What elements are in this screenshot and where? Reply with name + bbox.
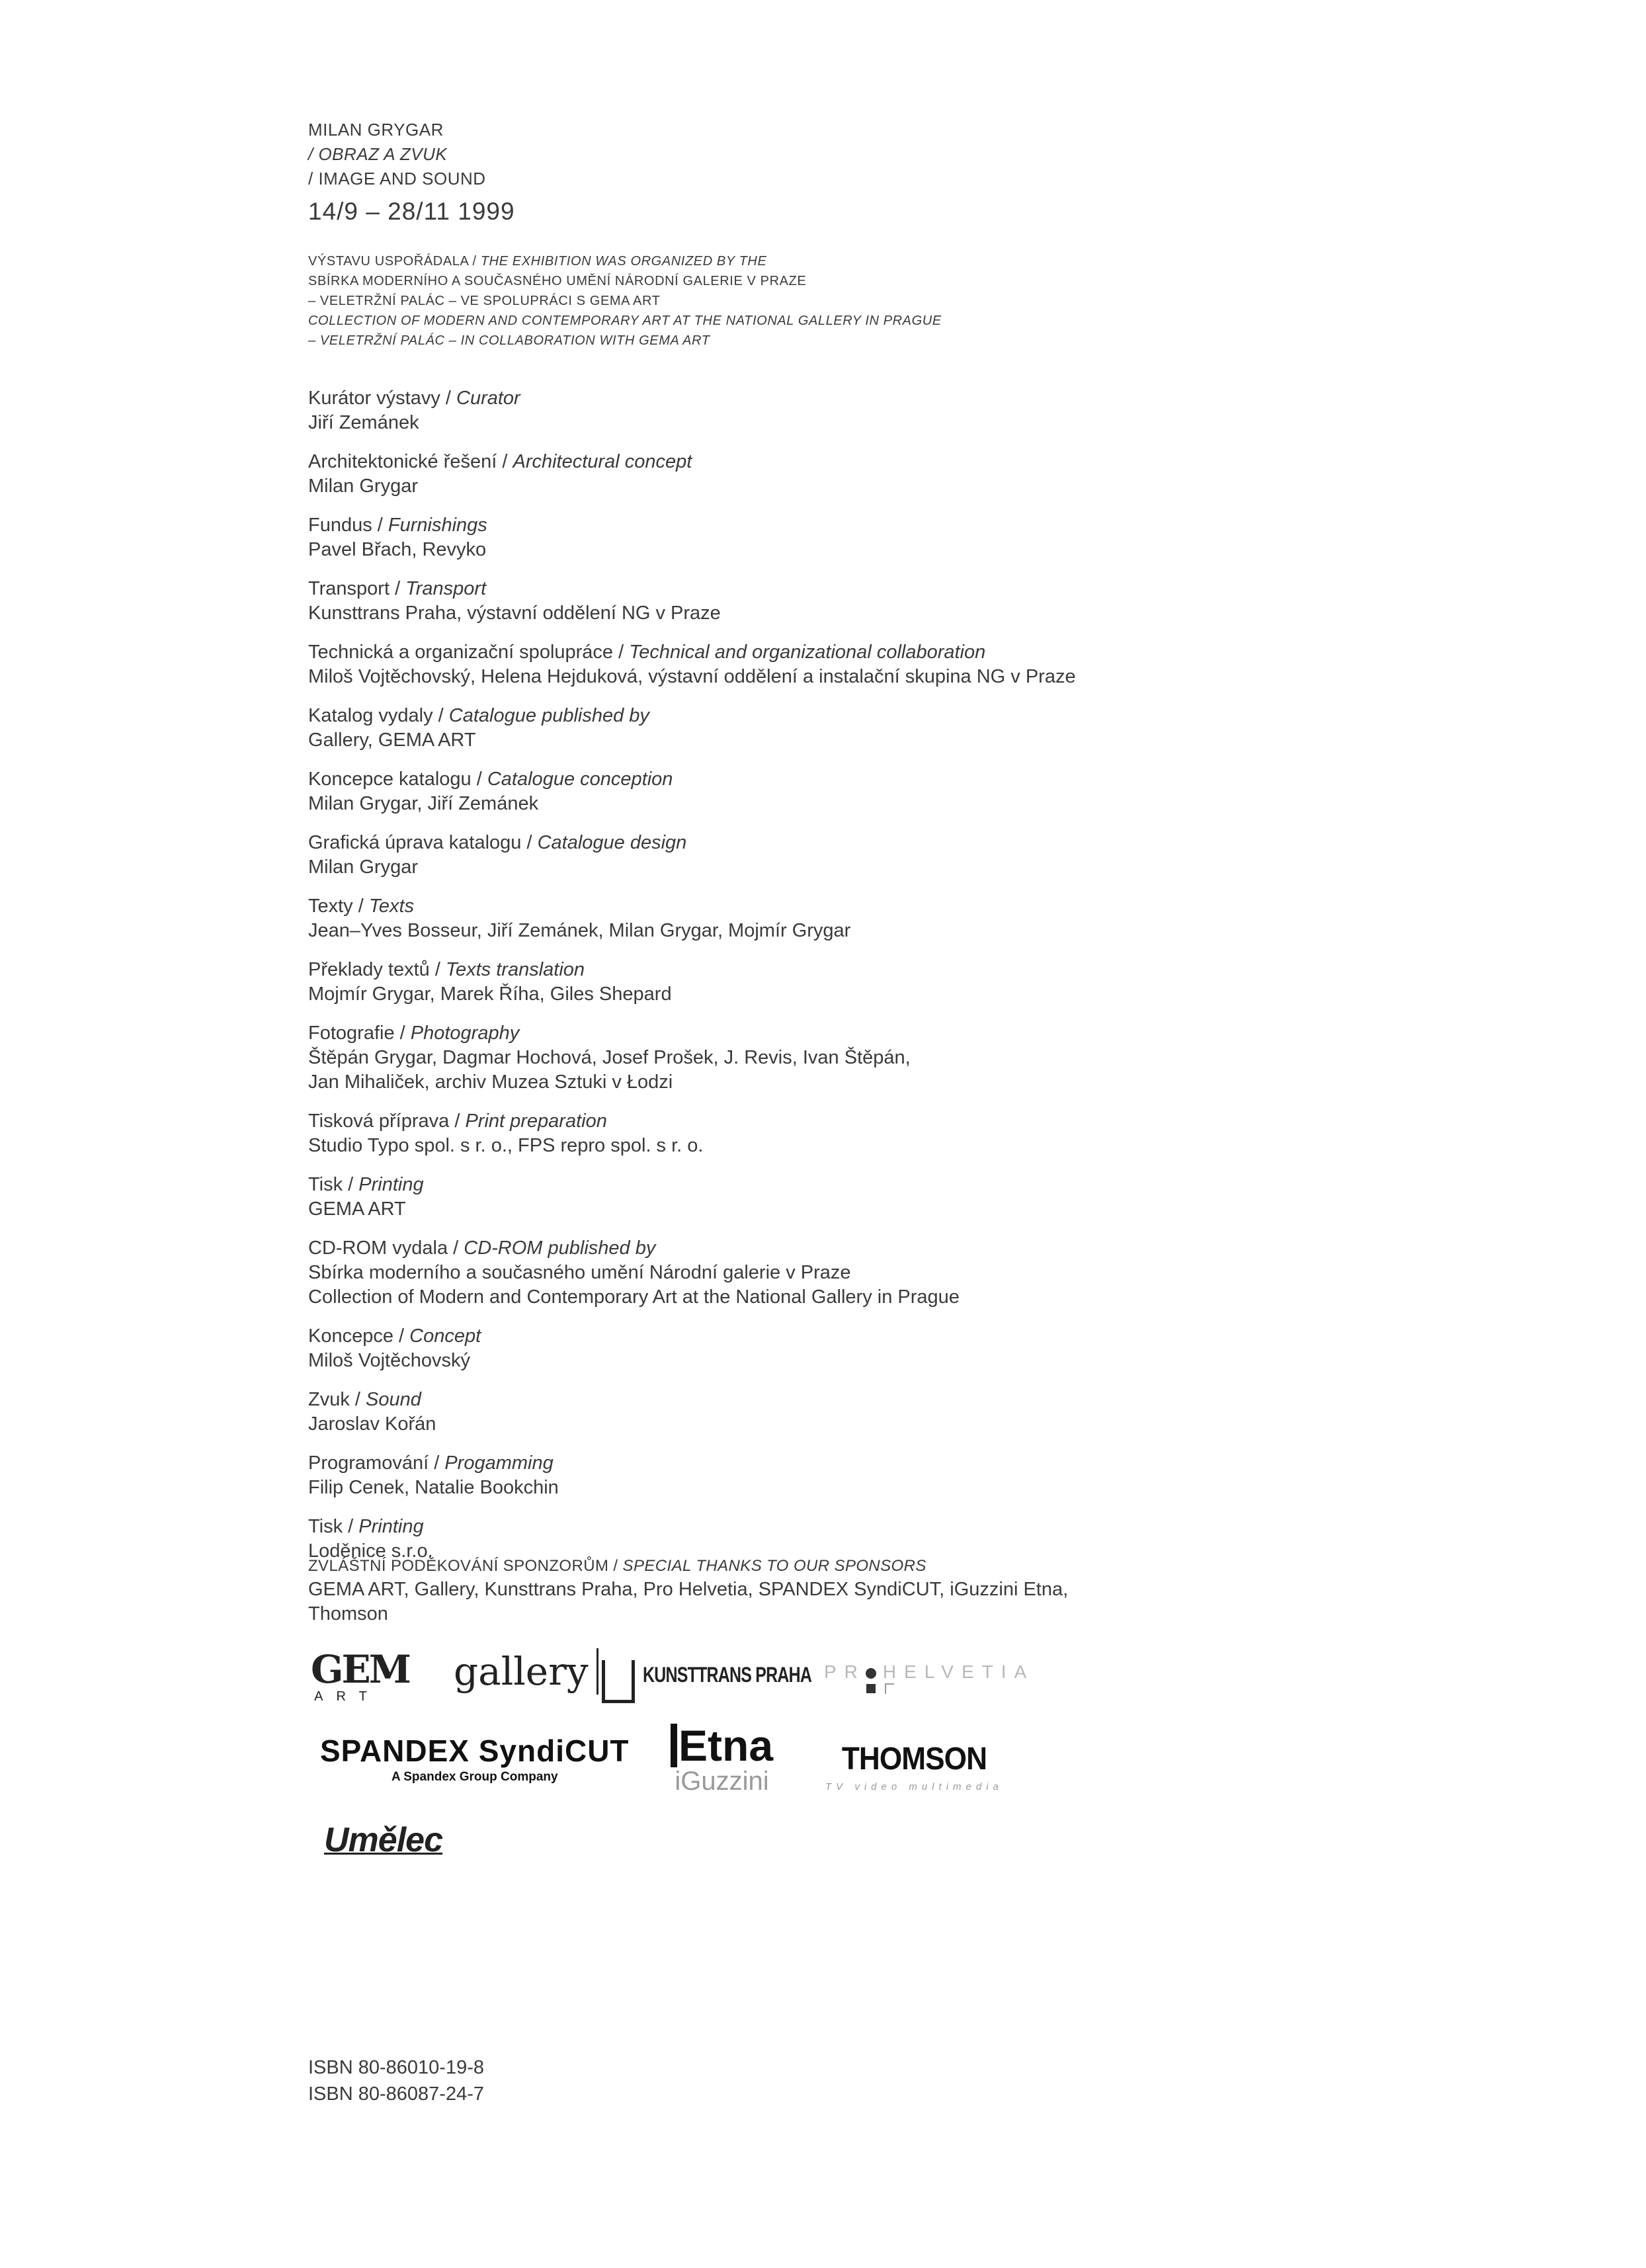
- credit-role-cz: Katalog vydaly /: [308, 705, 449, 726]
- credit-value: Milan Grygar, Jiří Zemánek: [308, 793, 539, 814]
- helvetia-pro-text: PR: [824, 1661, 866, 1682]
- credit-role-cz: Grafická úprava katalogu /: [308, 832, 538, 853]
- etna-e-mark: E: [671, 1724, 708, 1767]
- credit-entry: [308, 1173, 1565, 1222]
- credit-role-en: Catalogue design: [537, 832, 687, 853]
- exhibition-dates: 14/9 – 28/11 1999: [308, 198, 515, 225]
- spandex-logo-sub: A Spandex Group Company: [391, 1770, 558, 1784]
- etna-iguzzini-logo: [671, 1721, 774, 1796]
- colophon-header: [308, 118, 1565, 227]
- credit-role-cz: Fotografie /: [308, 1023, 411, 1044]
- pro-helvetia-logo: [824, 1661, 1034, 1695]
- gema-logo-sub: ART: [314, 1689, 380, 1704]
- credit-role: [308, 1451, 1565, 1476]
- credit-entry: [308, 1388, 1565, 1437]
- credit-role: [308, 450, 1565, 474]
- credit-role-cz: Technická a organizační spolupráce /: [308, 642, 630, 663]
- credit-role-cz: Koncepce /: [308, 1325, 410, 1347]
- credit-role-en: Curator: [456, 388, 520, 409]
- kunsttrans-logo-text: KUNSTTRANS PRAHA: [643, 1663, 812, 1687]
- credit-role-cz: Zvuk /: [308, 1389, 366, 1410]
- credit-role: [308, 1021, 1565, 1046]
- thomson-logo-sub: TV video multimedia: [825, 1781, 1003, 1792]
- credit-role-cz: Kurátor výstavy /: [308, 388, 457, 409]
- credit-role: [308, 1324, 1565, 1349]
- sponsor-list-line-2: Thomson: [308, 1603, 388, 1624]
- organizer-line-4: COLLECTION OF MODERN AND CONTEMPORARY ART AT THE NATIONAL GALLERY IN PRAGUE: [308, 314, 942, 328]
- iguzzini-logo-text: iGuzzini: [675, 1767, 769, 1796]
- credit-role-en: Printing: [358, 1516, 424, 1537]
- credit-role-en: Texts: [368, 896, 415, 917]
- credit-entry: [308, 1109, 1565, 1158]
- credit-value: Pavel Břach, Revyko: [308, 539, 487, 560]
- credit-role: [308, 1109, 1565, 1134]
- credit-role: [308, 577, 1565, 601]
- credit-role: [308, 640, 1565, 665]
- credit-value: Collection of Modern and Contemporary Art at the National Gallery in Prague: [308, 1286, 960, 1308]
- credit-role-en: Progamming: [444, 1452, 554, 1474]
- credit-role: [308, 958, 1565, 982]
- credit-role-en: Concept: [409, 1325, 481, 1347]
- credit-role-en: Technical and organizational collaboration: [629, 642, 986, 663]
- credit-role-cz: Překlady textů /: [308, 959, 446, 980]
- credit-role-cz: Tisková příprava /: [308, 1111, 466, 1132]
- credit-role: [308, 1173, 1565, 1197]
- credit-entry: [308, 958, 1565, 1007]
- organizer-line-3: – VELETRŽNÍ PALÁC – VE SPOLUPRÁCI S GEMA ART: [308, 294, 661, 308]
- credit-role-en: Printing: [358, 1174, 424, 1195]
- credit-role: [308, 894, 1565, 919]
- credit-entry: [308, 1236, 1565, 1310]
- spandex-syndicut-logo: [320, 1733, 630, 1785]
- credit-value: Filip Cenek, Natalie Bookchin: [308, 1477, 559, 1498]
- credit-entry: [308, 767, 1565, 816]
- credit-entry: [308, 577, 1565, 626]
- credit-role-en: Print preparation: [465, 1111, 607, 1132]
- credit-entry: [308, 640, 1565, 689]
- credit-value: Miloš Vojtěchovský: [308, 1350, 470, 1371]
- credit-role-cz: Transport /: [308, 578, 406, 599]
- credit-value: Jean–Yves Bosseur, Jiří Zemánek, Milan Grygar, Mojmír Grygar: [308, 920, 851, 941]
- credit-entry: [308, 513, 1565, 562]
- thomson-logo-text: THOMSON: [841, 1742, 987, 1777]
- credit-role-cz: Programování /: [308, 1452, 445, 1474]
- credit-role-cz: Texty /: [308, 896, 369, 917]
- gallery-logo: gallery: [454, 1648, 598, 1695]
- sponsor-list-line-1: GEMA ART, Gallery, Kunsttrans Praha, Pro Helvetia, SPANDEX SyndiCUT, iGuzzini Etna,: [308, 1579, 1069, 1600]
- helvetia-dot-icon: [866, 1668, 876, 1679]
- kunsttrans-mark-icon: [602, 1660, 635, 1703]
- organizer-line-1-cz: VÝSTAVU USPOŘÁDALA /: [308, 254, 477, 269]
- credit-role-en: Transport: [405, 578, 487, 599]
- credit-role: [308, 704, 1565, 728]
- organizer-line-1-en: THE EXHIBITION WAS ORGANIZED BY THE: [480, 254, 767, 269]
- credit-role: [308, 1236, 1565, 1261]
- credit-role-cz: Koncepce katalogu /: [308, 769, 487, 790]
- organizer-line-5: – VELETRŽNÍ PALÁC – IN COLLABORATION WITH GEMA ART: [308, 333, 710, 348]
- credit-entry: [308, 386, 1565, 435]
- organizer-block: [308, 251, 1565, 351]
- credit-role: [308, 1388, 1565, 1412]
- credit-value: Mojmír Grygar, Marek Říha, Giles Shepard: [308, 984, 672, 1005]
- credit-entry: [308, 450, 1565, 499]
- credit-value: Sbírka moderního a současného umění Národní galerie v Praze: [308, 1262, 851, 1283]
- credit-value: Jiří Zemánek: [308, 412, 419, 433]
- credit-value: Studio Typo spol. s r. o., FPS repro spol. s r. o.: [308, 1135, 704, 1156]
- organizer-line-2: SBÍRKA MODERNÍHO A SOUČASNÉHO UMĚNÍ NÁRODNÍ GALERIE V PRAZE: [308, 274, 807, 288]
- gema-logo-word: GEM: [311, 1647, 409, 1692]
- credit-value: Milan Grygar: [308, 857, 418, 878]
- credit-role-en: Texts translation: [445, 959, 585, 980]
- credit-role-cz: Tisk /: [308, 1174, 359, 1195]
- isbn-1: ISBN 80-86010-19-8: [308, 2057, 484, 2078]
- credit-value: Milan Grygar: [308, 476, 418, 497]
- credit-role-en: Catalogue conception: [487, 769, 673, 790]
- author-name: MILAN GRYGAR: [308, 120, 444, 140]
- isbn-block: [308, 2054, 1565, 2107]
- credit-role-cz: Architektonické řešení /: [308, 451, 513, 472]
- spandex-logo-text: SPANDEX SyndiCUT: [320, 1734, 630, 1768]
- etna-logo-text: tna: [708, 1721, 774, 1770]
- sponsor-thanks-heading: [308, 1555, 1565, 1577]
- credit-value: Štěpán Grygar, Dagmar Hochová, Josef Prošek, J. Revis, Ivan Štěpán,: [308, 1047, 911, 1068]
- thomson-logo: [825, 1741, 1003, 1792]
- helvetia-square-icon: [866, 1684, 876, 1693]
- credit-value: Jaroslav Kořán: [308, 1413, 436, 1435]
- credit-role: [308, 513, 1565, 538]
- credit-entry: [308, 704, 1565, 753]
- helvetia-name-text: HELVETIA: [882, 1661, 1035, 1682]
- sponsor-heading-cz: ZVLÁŠTNÍ PODĚKOVÁNÍ SPONZORŮM /: [308, 1557, 623, 1575]
- credit-role-en: Catalogue published by: [448, 705, 649, 726]
- credit-role-cz: Fundus /: [308, 515, 388, 536]
- title-cz: / OBRAZ A ZVUK: [308, 144, 448, 164]
- helvetia-corner-icon: [885, 1683, 894, 1694]
- credit-role-cz: CD-ROM vydala /: [308, 1238, 464, 1259]
- credit-entry: [308, 894, 1565, 943]
- credit-role: [308, 831, 1565, 855]
- credit-entry: [308, 1021, 1565, 1095]
- isbn-2: ISBN 80-86087-24-7: [308, 2083, 484, 2105]
- gema-art-logo: [311, 1647, 409, 1709]
- umelec-logo: Umělec: [324, 1821, 442, 1859]
- credit-role-en: Sound: [366, 1389, 421, 1410]
- credit-value: Kunsttrans Praha, výstavní oddělení NG v Praze: [308, 603, 721, 624]
- title-en: / IMAGE AND SOUND: [308, 169, 486, 189]
- credit-entry: [308, 1451, 1565, 1500]
- credit-role-en: CD-ROM published by: [464, 1238, 656, 1259]
- credit-entry: [308, 1324, 1565, 1373]
- credit-value: Gallery, GEMA ART: [308, 730, 476, 751]
- credit-role-en: Furnishings: [388, 515, 487, 536]
- credit-role: [308, 1515, 1565, 1539]
- credit-value: GEMA ART: [308, 1198, 406, 1220]
- sponsor-heading-en: SPECIAL THANKS TO OUR SPONSORS: [622, 1557, 926, 1575]
- organizer-line-1: [308, 251, 1565, 271]
- credit-value: Jan Mihaliček, archiv Muzea Sztuki v Łodzi: [308, 1071, 673, 1093]
- credit-role: [308, 386, 1565, 411]
- credit-role-en: Architectural concept: [513, 451, 692, 472]
- credit-role-cz: Tisk /: [308, 1516, 359, 1537]
- credit-entry: [308, 831, 1565, 880]
- credit-value: Loděnice s.r.o.: [308, 1540, 433, 1562]
- credit-value: Miloš Vojtěchovský, Helena Hejduková, výstavní oddělení a instalační skupina NG v Praze: [308, 666, 1076, 687]
- credit-role-en: Photography: [410, 1023, 520, 1044]
- credit-role: [308, 767, 1565, 792]
- sponsor-thanks: [308, 1555, 1565, 1626]
- credits-list: [308, 386, 1565, 1578]
